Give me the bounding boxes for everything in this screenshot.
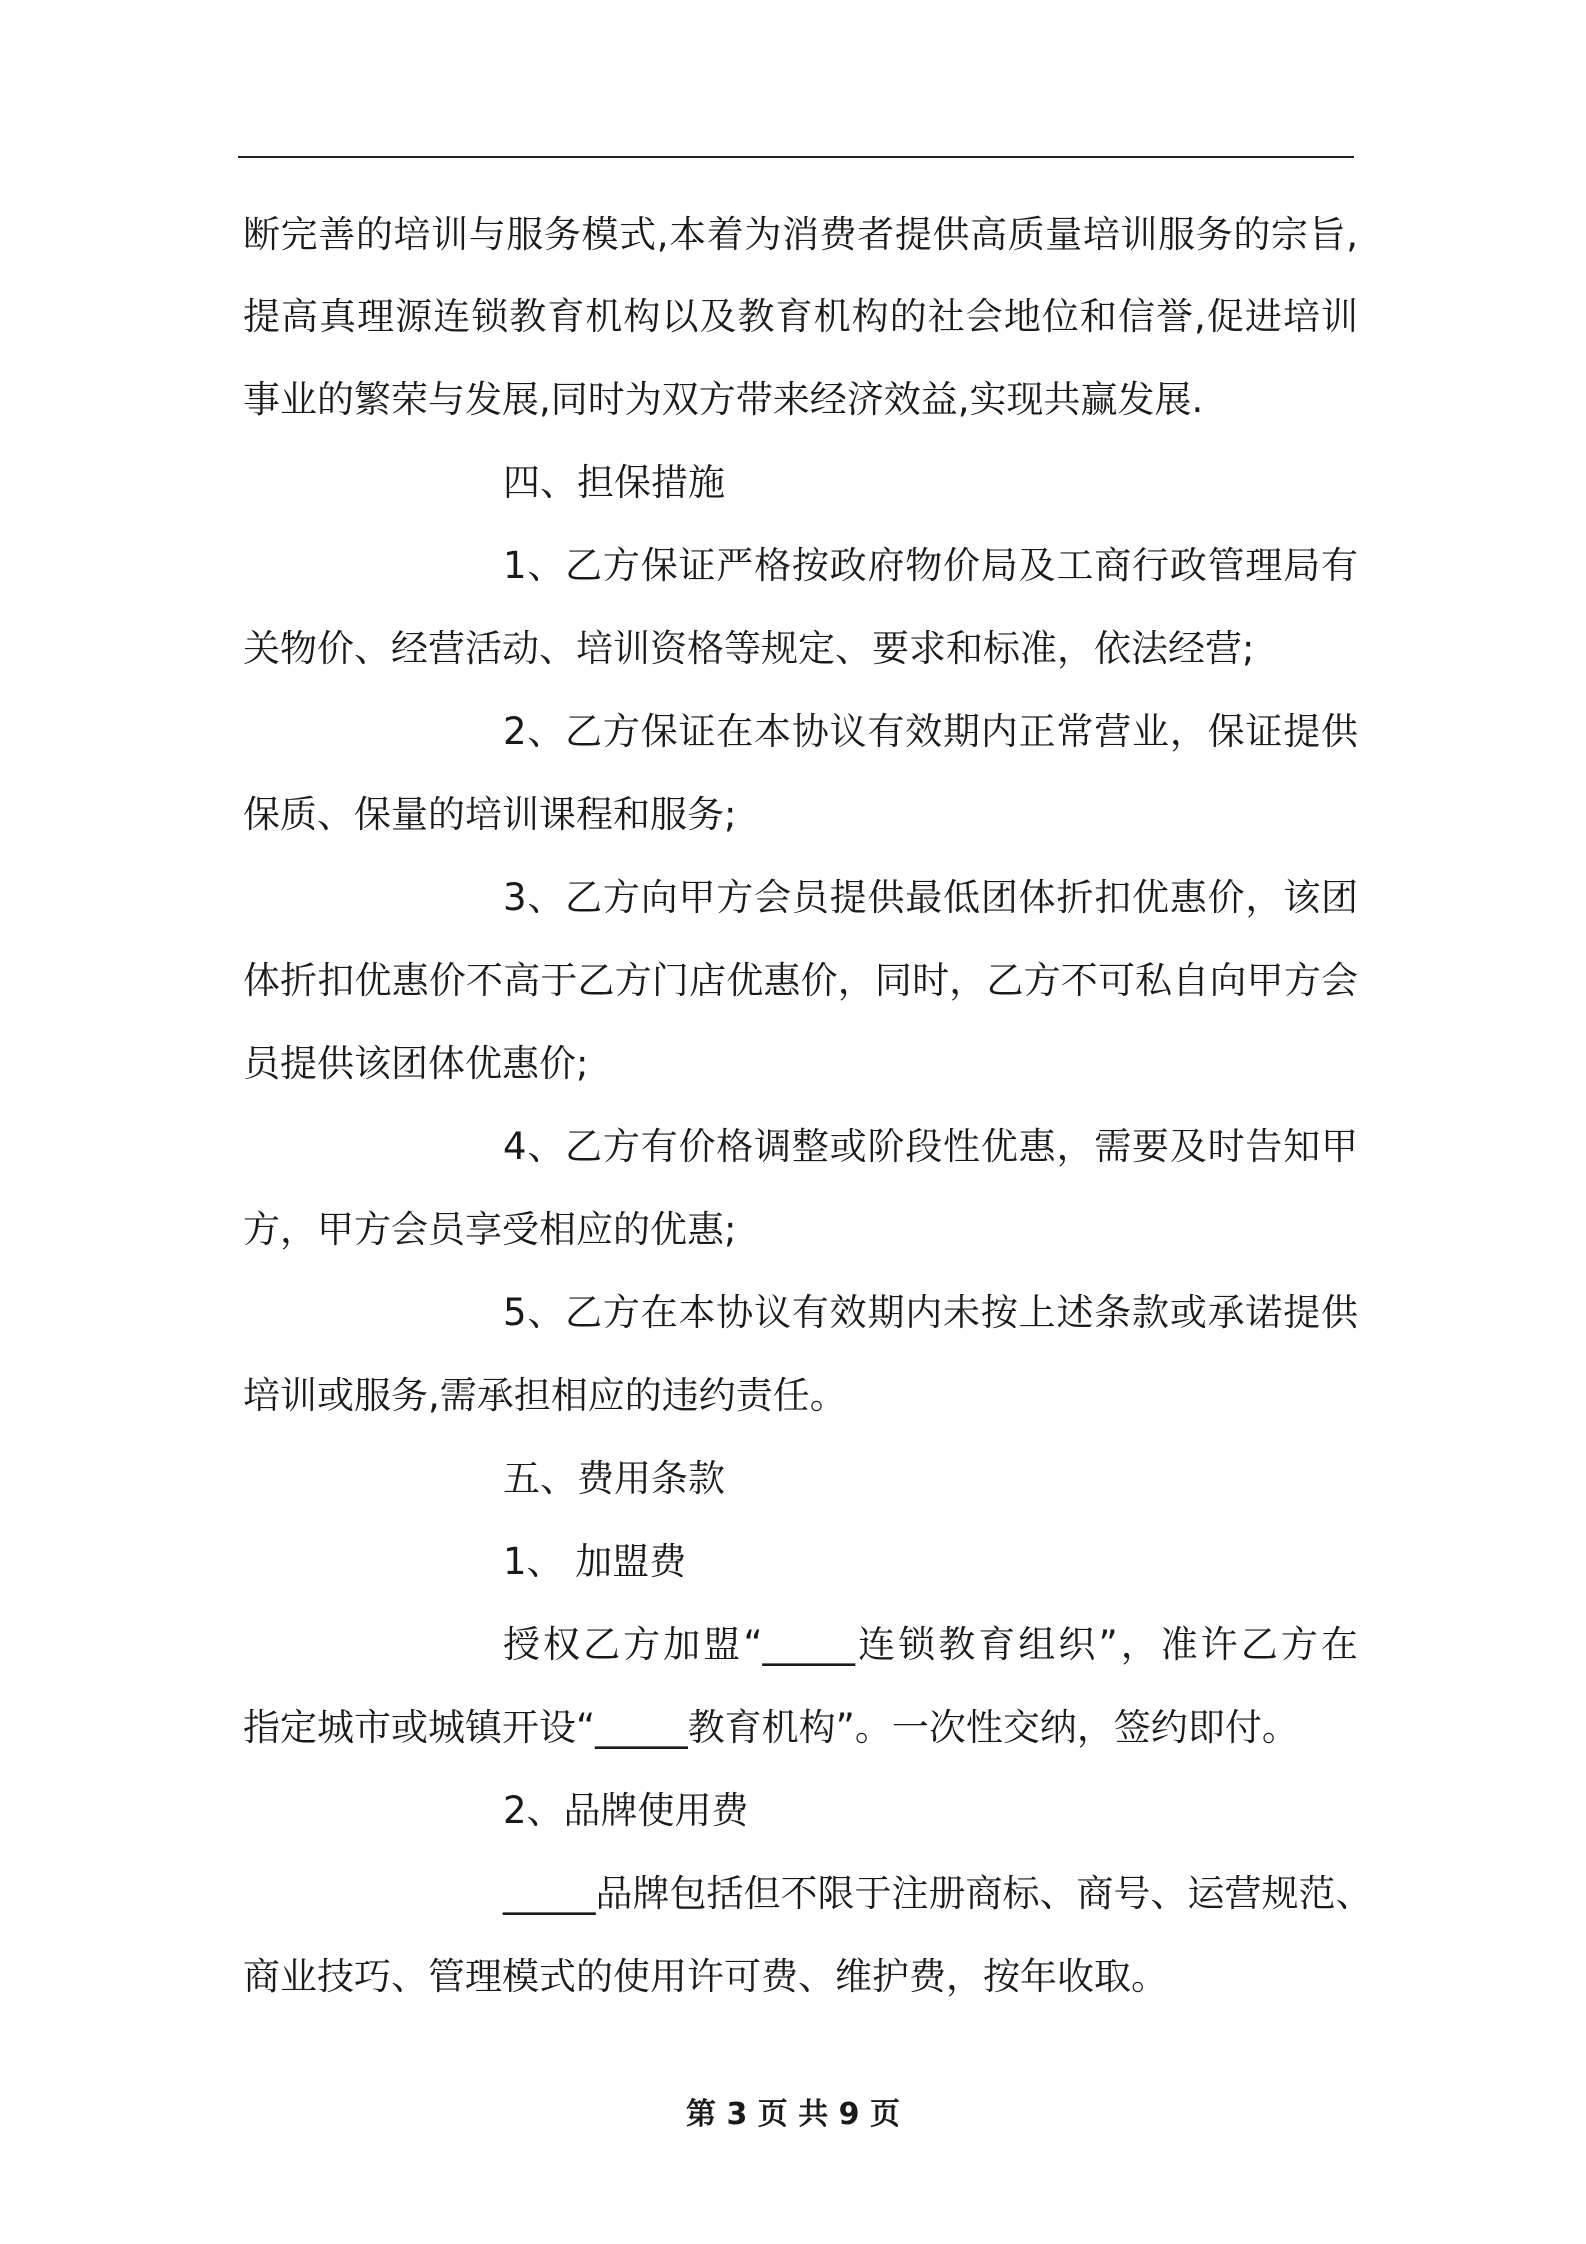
clause-line: 商业技巧、管理模式的使用许可费、维护费，按年收取。 [243,1955,1168,1998]
clause-line: 1、乙方保证严格按政府物价局及工商行政管理局有 [503,544,1358,587]
clause-line: 授权乙方加盟“_____连锁教育组织”，准许乙方在 [503,1623,1358,1666]
clause-line: 2、乙方保证在本协议有效期内正常营业，保证提供 [503,710,1358,753]
clause-line: 关物价、经营活动、培训资格等规定、要求和标准，依法经营; [243,627,1255,670]
clause-line: _____品牌包括但不限于注册商标、商号、运营规范、 [503,1872,1373,1915]
page-number: 第 3 页 共 9 页 [686,2097,900,2132]
body-line: 提高真理源连锁教育机构以及教育机构的社会地位和信誉,促进培训 [243,295,1358,338]
header-rule [238,156,1354,158]
clause-line: 5、乙方在本协议有效期内未按上述条款或承诺提供 [503,1291,1358,1334]
clause-line: 4、乙方有价格调整或阶段性优惠，需要及时告知甲 [503,1125,1358,1168]
clause-line: 员提供该团体优惠价; [243,1042,589,1085]
clause-line: 3、乙方向甲方会员提供最低团体折扣优惠价，该团 [503,876,1358,919]
clause-line: 方，甲方会员享受相应的优惠; [243,1208,737,1251]
body-line: 断完善的培训与服务模式,本着为消费者提供高质量培训服务的宗旨, [243,213,1358,256]
clause-line: 指定城市或城镇开设“_____教育机构”。一次性交纳，签约即付。 [243,1706,1299,1749]
clause-line: 保质、保量的培训课程和服务; [243,793,737,836]
sub-heading: 2、品牌使用费 [503,1789,749,1832]
section-heading: 五、费用条款 [503,1457,725,1500]
sub-heading: 1、 加盟费 [503,1540,687,1583]
clause-line: 体折扣优惠价不高于乙方门店优惠价，同时，乙方不可私自向甲方会 [243,959,1358,1002]
clause-line: 培训或服务,需承担相应的违约责任。 [243,1374,847,1417]
section-heading: 四、担保措施 [503,461,725,504]
body-line: 事业的繁荣与发展,同时为双方带来经济效益,实现共赢发展. [243,378,1204,421]
